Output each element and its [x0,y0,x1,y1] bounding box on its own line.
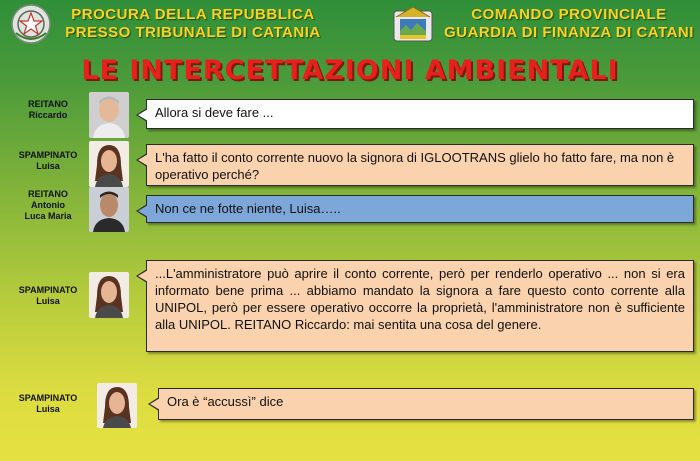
speaker-label [8,393,88,415]
speaker-surname: SPAMPINATO [18,150,78,160]
command-line-1: COMANDO PROVINCIALE [471,6,667,23]
speaker-surname: SPAMPINATO [18,393,78,403]
speaker-label [8,150,88,172]
command-title [438,6,700,42]
speaker-firstname: Luisa [36,404,60,414]
speech-bubble: Ora è “accussì” dice [158,388,694,420]
speaker-surname: SPAMPINATO [18,285,78,295]
speaker-surname: REITANO [28,189,68,199]
speaker-firstname: Luisa [36,296,60,306]
speaker-label [8,285,88,307]
speaker-firstname: Luisa [36,161,60,171]
speaker-surname: REITANO [28,99,68,109]
page-title: LE INTERCETTAZIONI AMBIENTALI [81,55,619,86]
speaker-photo-avatar [89,187,129,232]
speaker-firstname: Riccardo [28,110,68,120]
speech-bubble: L'ha fatto il conto corrente nuovo la signora di IGLOOTRANS glielo ho fatto fare, ma non è operativo perché? [146,144,694,186]
prosecutor-office-title [58,6,328,42]
speech-bubble: ...L'amministratore può aprire il conto corrente, però per renderlo operativo ... non si era informato bene prima ... abbiamo mandato la signora a fare questo conto corrente alla UNIPOL, però per essere operativo occorre la proprietà, l'amministratore non è sufficiente alla UNIPOL. REITANO Riccardo: mai sentita una cosa del genere. [146,260,694,352]
speaker-middle-name: Luca Maria [24,211,72,221]
speech-bubble: Non ce ne fotte niente, Luisa….. [146,195,694,223]
speaker-photo-avatar [89,92,129,138]
prosecutor-line-2: PRESSO TRIBUNALE DI CATANIA [65,24,321,41]
speaker-photo-avatar [89,141,129,187]
speaker-label [8,189,88,222]
speaker-firstname: Antonio [31,200,65,210]
speech-bubble: Allora si deve fare ... [146,99,694,129]
command-line-2: GUARDIA DI FINANZA DI CATANI [444,24,694,41]
header [0,0,700,52]
speaker-photo-avatar [89,272,129,318]
speaker-photo-avatar [97,383,137,428]
prosecutor-line-1: PROCURA DELLA REPUBBLICA [71,6,315,23]
guardia-di-finanza-crest-icon [392,3,434,45]
italian-republic-emblem-icon [10,3,52,45]
speaker-label [8,99,88,121]
